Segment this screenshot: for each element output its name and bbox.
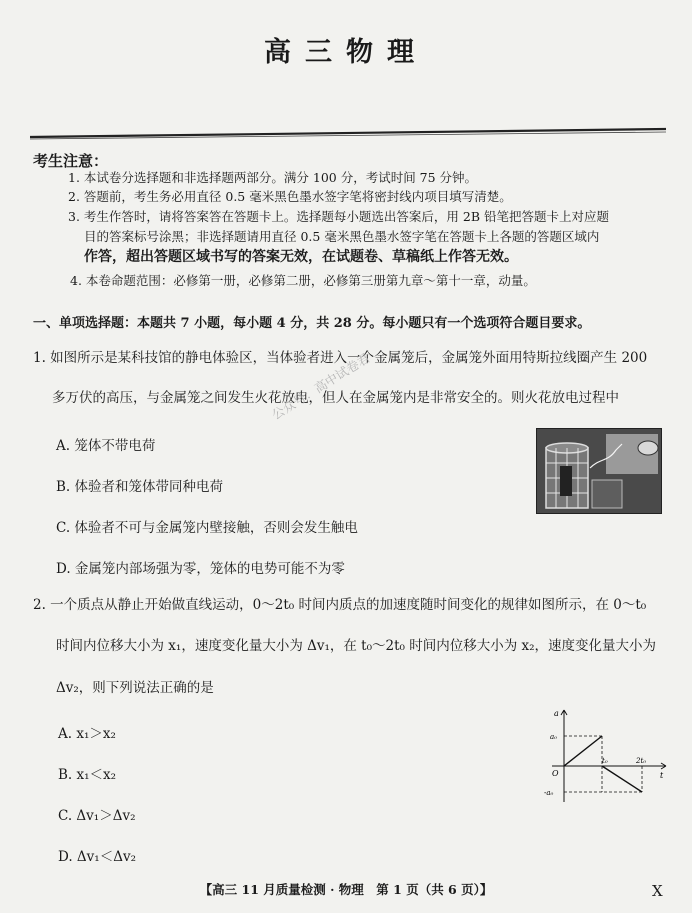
q2-option-d: D. Δv₁＜Δv₂ bbox=[58, 849, 137, 865]
a-axis-label: a bbox=[554, 709, 559, 718]
notice-line-1: 1. 本试卷分选择题和非选择题两部分。满分 100 分，考试时间 75 分钟。 bbox=[68, 170, 478, 185]
page-title: 高三物理 bbox=[264, 37, 428, 68]
q1-option-b: B. 体验者和笼体带同种电荷 bbox=[56, 479, 224, 495]
notice-line-4: 目的答案标号涂黑；非选择题请用直径 0.5 毫米黑色墨水签字笔在答题卡上各题的答题区域内 bbox=[84, 229, 600, 244]
notice-heading: 考生注意： bbox=[33, 152, 109, 170]
q2-stem-line-1: 2. 一个质点从静止开始做直线运动，0～2t₀ 时间内质点的加速度随时间变化的规律如图所示，在 0～t₀ bbox=[33, 597, 647, 613]
q2-option-c: C. Δv₁＞Δv₂ bbox=[58, 808, 136, 824]
q1-option-d: D. 金属笼内部场强为零，笼体的电势可能不为零 bbox=[56, 561, 345, 577]
a0-label: a₀ bbox=[550, 733, 557, 741]
q2-stem-line-2: 时间内位移大小为 x₁，速度变化量大小为 Δv₁，在 t₀～2t₀ 时间内位移大小为 x₂，速度变化量大小为 bbox=[56, 638, 657, 654]
page-footer: 【高三 11 月质量检测 · 物理 第 1 页（共 6 页）】 bbox=[199, 882, 493, 897]
watermark: 公众号：高中试卷君 bbox=[269, 350, 373, 423]
section-heading: 一、单项选择题：本题共 7 小题，每小题 4 分，共 28 分。每小题只有一个选项符合题目要求。 bbox=[33, 316, 591, 331]
t0-label: t₀ bbox=[602, 757, 608, 765]
t-axis-label: t bbox=[660, 771, 664, 780]
notice-line-3: 3. 考生作答时，请将答案答在答题卡上。选择题每小题选出答案后，用 2B 铅笔把答题卡上对应题 bbox=[68, 209, 609, 224]
q1-stem-line-1: 1. 如图所示是某科技馆的静电体验区，当体验者进入一个金属笼后，金属笼外面用特斯拉线圈产生 200 bbox=[33, 350, 648, 366]
acceleration-time-graph bbox=[538, 706, 670, 806]
notice-line-5: 作答，超出答题区域书写的答案无效，在试题卷、草稿纸上作答无效。 bbox=[84, 249, 518, 265]
notice-line-2: 2. 答题前，考生务必用直径 0.5 毫米黑色墨水签字笔将密封线内项目填写清楚。 bbox=[68, 189, 512, 204]
2t0-label: 2t₀ bbox=[636, 757, 647, 765]
header-rule bbox=[30, 126, 666, 140]
origin-label: O bbox=[552, 769, 559, 778]
q1-stem-line-2: 多万伏的高压，与金属笼之间发生火花放电，但人在金属笼内是非常安全的。则火花放电过程中 bbox=[52, 390, 619, 406]
q1-option-c: C. 体验者不可与金属笼内壁接触，否则会发生触电 bbox=[56, 520, 358, 536]
q2-stem-line-3: Δv₂，则下列说法正确的是 bbox=[56, 680, 214, 696]
q1-option-a: A. 笼体不带电荷 bbox=[56, 438, 156, 454]
footer-mark: X bbox=[652, 882, 663, 900]
cage-photo bbox=[536, 428, 662, 514]
neg-a0-label: -a₀ bbox=[544, 789, 554, 797]
q2-option-b: B. x₁＜x₂ bbox=[58, 767, 117, 783]
q2-option-a: A. x₁＞x₂ bbox=[58, 726, 116, 742]
segment-rise bbox=[564, 736, 602, 766]
notice-line-6: 4. 本卷命题范围：必修第一册，必修第二册，必修第三册第九章～第十一章，动量。 bbox=[70, 273, 536, 288]
segment-fall bbox=[602, 766, 642, 792]
